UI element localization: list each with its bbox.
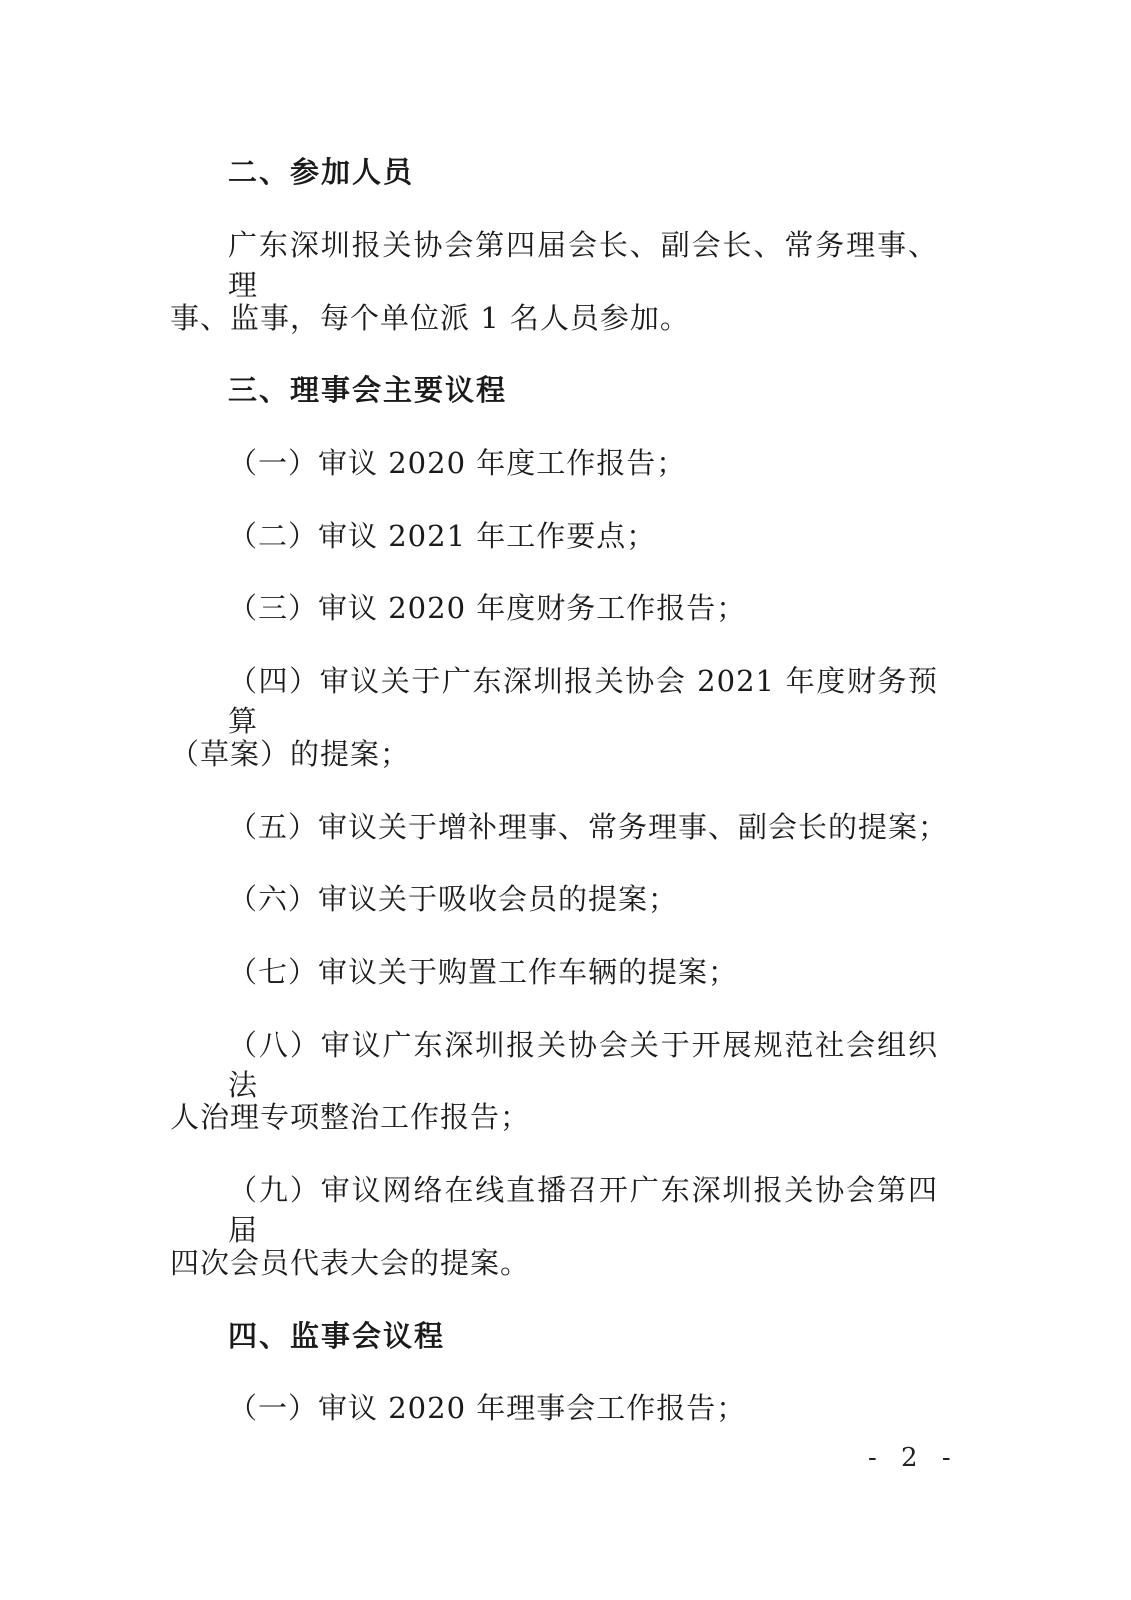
agenda-item-continuation: （草案）的提案； (170, 737, 411, 771)
agenda-item: （五）审议关于增补理事、常务理事、副会长的提案； (228, 810, 949, 844)
paragraph-line: 广东深圳报关协会第四届会长、副会长、常务理事、理 (228, 228, 938, 302)
agenda-item: （二）审议 2021 年工作要点； (228, 519, 657, 553)
section-heading-council-agenda: 三、理事会主要议程 (228, 373, 508, 407)
page-number: - 2 - (868, 1443, 959, 1473)
agenda-item: （三）审议 2020 年度财务工作报告； (228, 591, 747, 625)
agenda-item: （四）审议关于广东深圳报关协会 2021 年度财务预算 (228, 664, 938, 738)
agenda-item: （一）审议 2020 年度工作报告； (228, 446, 687, 480)
agenda-item-continuation: 四次会员代表大会的提案。 (170, 1246, 531, 1280)
section-heading-supervisory-agenda: 四、监事会议程 (228, 1319, 446, 1353)
paragraph-line: 事、监事，每个单位派 1 名人员参加。 (170, 301, 690, 335)
agenda-item: （七）审议关于购置工作车辆的提案； (228, 955, 739, 989)
agenda-item: （一）审议 2020 年理事会工作报告； (228, 1391, 747, 1425)
agenda-item: （八）审议广东深圳报关协会关于开展规范社会组织法 (228, 1028, 938, 1102)
section-heading-participants: 二、参加人员 (228, 155, 415, 189)
agenda-item: （九）审议网络在线直播召开广东深圳报关协会第四届 (228, 1173, 938, 1247)
agenda-item: （六）审议关于吸收会员的提案； (228, 882, 679, 916)
agenda-item-continuation: 人治理专项整治工作报告； (170, 1100, 531, 1134)
